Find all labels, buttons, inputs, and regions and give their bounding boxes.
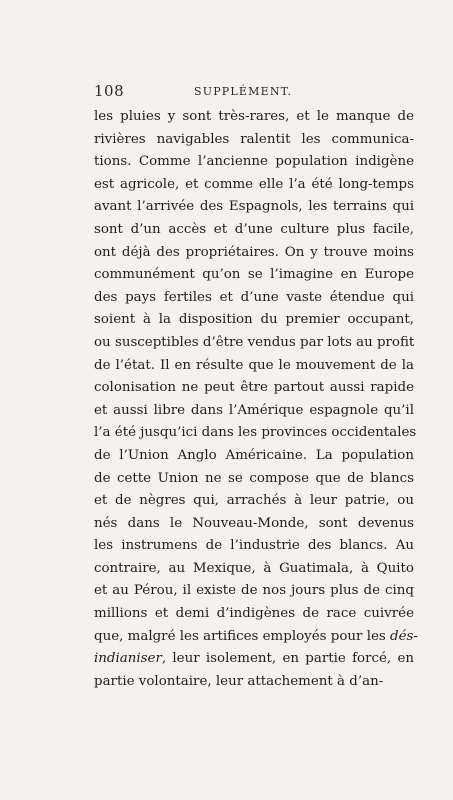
text-line [94,648,414,671]
text-line: nés dans le Nouveau-Monde, sont devenus [94,515,414,531]
text-line [94,626,418,649]
text-line: ou susceptibles d’être vendus par lots au profit [94,334,415,350]
text-line: est agricole, et comme elle l’a été long-temps [94,176,414,192]
text-line: de l’état. Il en résulte que le mouvement de la [94,357,414,373]
text-line: des pays fertiles et d’une vaste étendue qui [94,289,414,305]
text-line: et de nègres qui, arrachés à leur patrie, ou [94,493,414,509]
running-head: SUPPLÉMENT. [194,85,293,98]
text-line: partie volontaire, leur attachement à d’an- [94,673,384,689]
text-line: communément qu’on se l’imagine en Europe [94,267,414,283]
text-line: ont déjà des propriétaires. On y trouve moins [94,244,414,260]
text-line: les pluies y sont très-rares, et le manque de [94,109,414,124]
text-line: millions et demi d’indigènes de race cuivrée [94,606,414,622]
body-text [94,106,418,693]
text-line: tions. Comme l’ancienne population indigène [94,154,414,170]
page-header [94,82,412,104]
text-line: de cette Union ne se compose que de blancs [94,470,414,486]
italic-text-run: dés- [390,628,418,644]
text-line: contraire, au Mexique, à Guatimala, à Quito [94,560,414,576]
text-line: avant l’arrivée des Espagnols, les terrains qui [94,199,414,215]
text-run: que, malgré les artifices employés pour les [94,628,391,644]
text-line: les instrumens de l’industrie des blancs. Au [94,538,414,554]
text-line: rivières navigables ralentit les communica- [94,131,414,147]
text-line: l’a été jusqu’ici dans les provinces occidentales [94,425,417,441]
text-line: et au Pérou, il existe de nos jours plus de cinq [94,583,414,599]
text-line: de l’Union Anglo Américaine. La population [94,447,414,463]
text-run: , leur isolement, en partie forcé, en [161,651,414,667]
page-number: 108 [94,82,125,100]
italic-text-run: indianiser [94,651,162,667]
text-line: colonisation ne peut être partout aussi rapide [94,380,414,396]
text-line: soient à la disposition du premier occupant, [94,312,414,328]
text-line: sont d’un accès et d’une culture plus facile, [94,221,414,237]
text-line: et aussi libre dans l’Amérique espagnole qu’il [94,402,414,418]
